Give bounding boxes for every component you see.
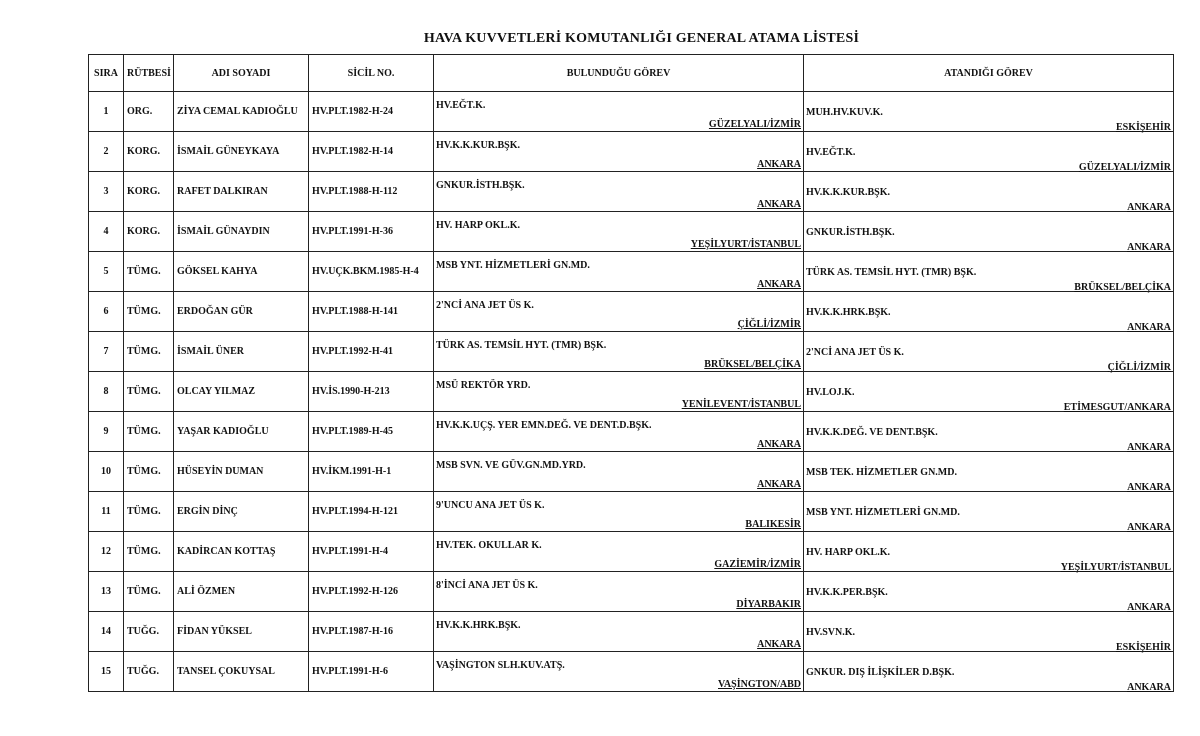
- assigned-duty-title: MSB TEK. HİZMETLER GN.MD.: [806, 467, 957, 478]
- current-duty-location: ANKARA: [757, 199, 801, 210]
- row-rank: KORG.: [124, 172, 174, 212]
- assigned-duty-title: HV.SVN.K.: [806, 627, 855, 638]
- row-name: ZİYA CEMAL KADIOĞLU: [174, 92, 309, 132]
- current-duty-location: ANKARA: [757, 279, 801, 290]
- row-name: HÜSEYİN DUMAN: [174, 452, 309, 492]
- assigned-duty-title: HV.EĞT.K.: [806, 147, 856, 158]
- row-name: ERDOĞAN GÜR: [174, 292, 309, 332]
- table-header: [89, 55, 1174, 92]
- assigned-duty-title: HV.LOJ.K.: [806, 387, 855, 398]
- row-current-duty: [434, 212, 804, 252]
- current-duty-location: ANKARA: [757, 159, 801, 170]
- header-current-duty: BULUNDUĞU GÖREV: [434, 55, 804, 92]
- row-rank: KORG.: [124, 132, 174, 172]
- current-duty-title: VAŞİNGTON SLH.KUV.ATŞ.: [436, 660, 565, 671]
- current-duty-title: HV.K.K.KUR.BŞK.: [436, 140, 520, 151]
- row-sira: 5: [89, 252, 124, 292]
- row-sicil: HV.UÇK.BKM.1985-H-4: [309, 252, 434, 292]
- row-assigned-duty: [804, 212, 1174, 252]
- row-name: KADİRCAN KOTTAŞ: [174, 532, 309, 572]
- assigned-duty-title: MSB YNT. HİZMETLERİ GN.MD.: [806, 507, 960, 518]
- assigned-duty-title: 2'NCİ ANA JET ÜS K.: [806, 347, 904, 358]
- row-current-duty: [434, 92, 804, 132]
- assigned-duty-location: GÜZELYALI/İZMİR: [1078, 162, 1171, 173]
- row-current-duty: [434, 132, 804, 172]
- row-name: TANSEL ÇOKUYSAL: [174, 652, 309, 692]
- row-rank: TÜMG.: [124, 492, 174, 532]
- row-assigned-duty: [804, 652, 1174, 692]
- table-row: [89, 492, 1174, 532]
- row-name: ERGİN DİNÇ: [174, 492, 309, 532]
- row-rank: TÜMG.: [124, 332, 174, 372]
- row-assigned-duty: [804, 372, 1174, 412]
- assigned-duty-title: TÜRK AS. TEMSİL HYT. (TMR) BŞK.: [806, 267, 977, 278]
- row-name: ALİ ÖZMEN: [174, 572, 309, 612]
- row-rank: TÜMG.: [124, 372, 174, 412]
- table-row: [89, 372, 1174, 412]
- row-current-duty: [434, 412, 804, 452]
- row-sicil: HV.İKM.1991-H-1: [309, 452, 434, 492]
- current-duty-title: MSÜ REKTÖR YRD.: [436, 380, 531, 391]
- header-row: [89, 55, 1174, 92]
- row-sicil: HV.PLT.1991-H-4: [309, 532, 434, 572]
- assigned-duty-location: ANKARA: [1127, 602, 1171, 613]
- current-duty-title: MSB YNT. HİZMETLERİ GN.MD.: [436, 260, 590, 271]
- row-rank: TÜMG.: [124, 252, 174, 292]
- current-duty-location: ÇİĞLİ/İZMİR: [737, 319, 801, 330]
- table-row: [89, 452, 1174, 492]
- current-duty-title: HV.K.K.UÇŞ. YER EMN.DEĞ. VE DENT.D.BŞK.: [436, 420, 652, 431]
- assigned-duty-location: ANKARA: [1127, 242, 1171, 253]
- table-row: [89, 292, 1174, 332]
- current-duty-location: BALIKESİR: [745, 519, 801, 530]
- row-current-duty: [434, 652, 804, 692]
- row-current-duty: [434, 532, 804, 572]
- current-duty-location: YENİLEVENT/İSTANBUL: [681, 399, 801, 410]
- row-name: İSMAİL ÜNER: [174, 332, 309, 372]
- row-assigned-duty: [804, 612, 1174, 652]
- row-rank: TUĞG.: [124, 652, 174, 692]
- current-duty-location: DİYARBAKIR: [736, 599, 801, 610]
- table-row: [89, 332, 1174, 372]
- row-sira: 13: [89, 572, 124, 612]
- row-sicil: HV.İS.1990-H-213: [309, 372, 434, 412]
- row-sira: 1: [89, 92, 124, 132]
- row-sira: 15: [89, 652, 124, 692]
- assigned-duty-title: GNKUR. DIŞ İLİŞKİLER D.BŞK.: [806, 667, 955, 678]
- assigned-duty-location: ÇİĞLİ/İZMİR: [1107, 362, 1171, 373]
- row-assigned-duty: [804, 572, 1174, 612]
- page-title: HAVA KUVVETLERİ KOMUTANLIĞI GENERAL ATAMA LİSTESİ: [423, 31, 860, 46]
- row-rank: KORG.: [124, 212, 174, 252]
- row-current-duty: [434, 332, 804, 372]
- row-current-duty: [434, 612, 804, 652]
- assigned-duty-location: ANKARA: [1127, 682, 1171, 693]
- row-sicil: HV.PLT.1992-H-41: [309, 332, 434, 372]
- row-name: GÖKSEL KAHYA: [174, 252, 309, 292]
- row-rank: TUĞG.: [124, 612, 174, 652]
- row-sira: 12: [89, 532, 124, 572]
- header-assigned-duty: ATANDIĞI GÖREV: [804, 55, 1174, 92]
- table-row: [89, 612, 1174, 652]
- row-assigned-duty: [804, 532, 1174, 572]
- row-sira: 4: [89, 212, 124, 252]
- assigned-duty-title: HV.K.K.DEĞ. VE DENT.BŞK.: [806, 427, 938, 438]
- assigned-duty-location: ANKARA: [1127, 322, 1171, 333]
- row-assigned-duty: [804, 172, 1174, 212]
- current-duty-location: BRÜKSEL/BELÇİKA: [704, 359, 801, 370]
- row-sira: 3: [89, 172, 124, 212]
- current-duty-location: YEŞİLYURT/İSTANBUL: [690, 239, 801, 250]
- row-assigned-duty: [804, 452, 1174, 492]
- row-current-duty: [434, 372, 804, 412]
- row-current-duty: [434, 492, 804, 532]
- assigned-duty-title: HV.K.K.PER.BŞK.: [806, 587, 888, 598]
- row-current-duty: [434, 252, 804, 292]
- table-row: [89, 572, 1174, 612]
- current-duty-title: 8'İNCİ ANA JET ÜS K.: [436, 580, 538, 591]
- row-sicil: HV.PLT.1991-H-36: [309, 212, 434, 252]
- assigned-duty-title: HV. HARP OKL.K.: [806, 547, 890, 558]
- row-sicil: HV.PLT.1992-H-126: [309, 572, 434, 612]
- table-row: [89, 532, 1174, 572]
- row-sira: 10: [89, 452, 124, 492]
- row-rank: TÜMG.: [124, 572, 174, 612]
- assigned-duty-location: ANKARA: [1127, 482, 1171, 493]
- header-sicil: SİCİL NO.: [309, 55, 434, 92]
- assigned-duty-location: BRÜKSEL/BELÇİKA: [1074, 282, 1171, 293]
- assigned-duty-title: GNKUR.İSTH.BŞK.: [806, 227, 895, 238]
- row-name: OLCAY YILMAZ: [174, 372, 309, 412]
- assigned-duty-location: ESKİŞEHİR: [1115, 642, 1171, 653]
- row-sicil: HV.PLT.1989-H-45: [309, 412, 434, 452]
- row-sicil: HV.PLT.1988-H-141: [309, 292, 434, 332]
- table-row: [89, 252, 1174, 292]
- row-sira: 7: [89, 332, 124, 372]
- row-assigned-duty: [804, 92, 1174, 132]
- row-rank: TÜMG.: [124, 292, 174, 332]
- assigned-duty-location: ANKARA: [1127, 522, 1171, 533]
- row-rank: TÜMG.: [124, 412, 174, 452]
- assigned-duty-location: YEŞİLYURT/İSTANBUL: [1060, 562, 1171, 573]
- current-duty-title: HV.TEK. OKULLAR K.: [436, 540, 542, 551]
- current-duty-title: TÜRK AS. TEMSİL HYT. (TMR) BŞK.: [436, 340, 607, 351]
- assigned-duty-title: HV.K.K.HRK.BŞK.: [806, 307, 891, 318]
- row-assigned-duty: [804, 412, 1174, 452]
- row-name: İSMAİL GÜNAYDIN: [174, 212, 309, 252]
- current-duty-location: ANKARA: [757, 439, 801, 450]
- row-current-duty: [434, 572, 804, 612]
- assignment-table: [88, 54, 1174, 692]
- table-row: [89, 132, 1174, 172]
- row-sicil: HV.PLT.1982-H-14: [309, 132, 434, 172]
- header-rutbe: RÜTBESİ: [124, 55, 174, 92]
- header-name: ADI SOYADI: [174, 55, 309, 92]
- row-sira: 9: [89, 412, 124, 452]
- row-sira: 11: [89, 492, 124, 532]
- current-duty-location: GÜZELYALI/İZMİR: [708, 119, 801, 130]
- current-duty-location: ANKARA: [757, 639, 801, 650]
- assigned-duty-location: ANKARA: [1127, 442, 1171, 453]
- row-name: İSMAİL GÜNEYKAYA: [174, 132, 309, 172]
- current-duty-title: GNKUR.İSTH.BŞK.: [436, 180, 525, 191]
- table-row: [89, 172, 1174, 212]
- row-sicil: HV.PLT.1988-H-112: [309, 172, 434, 212]
- current-duty-title: HV. HARP OKL.K.: [436, 220, 520, 231]
- row-sira: 8: [89, 372, 124, 412]
- assigned-duty-location: ANKARA: [1127, 202, 1171, 213]
- row-current-duty: [434, 172, 804, 212]
- row-sira: 14: [89, 612, 124, 652]
- current-duty-title: MSB SVN. VE GÜV.GN.MD.YRD.: [436, 460, 586, 471]
- row-assigned-duty: [804, 332, 1174, 372]
- row-sira: 2: [89, 132, 124, 172]
- header-sira: SIRA: [89, 55, 124, 92]
- assigned-duty-title: HV.K.K.KUR.BŞK.: [806, 187, 890, 198]
- assigned-duty-location: ETİMESGUT/ANKARA: [1063, 402, 1171, 413]
- row-current-duty: [434, 292, 804, 332]
- current-duty-title: HV.EĞT.K.: [436, 100, 486, 111]
- row-name: FİDAN YÜKSEL: [174, 612, 309, 652]
- row-name: RAFET DALKIRAN: [174, 172, 309, 212]
- table-body: [89, 92, 1174, 692]
- row-sicil: HV.PLT.1991-H-6: [309, 652, 434, 692]
- row-rank: TÜMG.: [124, 452, 174, 492]
- current-duty-location: VAŞİNGTON/ABD: [718, 679, 801, 690]
- row-sicil: HV.PLT.1994-H-121: [309, 492, 434, 532]
- table-row: [89, 412, 1174, 452]
- row-assigned-duty: [804, 492, 1174, 532]
- table-row: [89, 92, 1174, 132]
- row-assigned-duty: [804, 252, 1174, 292]
- row-assigned-duty: [804, 132, 1174, 172]
- current-duty-location: ANKARA: [757, 479, 801, 490]
- current-duty-title: 2'NCİ ANA JET ÜS K.: [436, 300, 534, 311]
- current-duty-location: GAZİEMİR/İZMİR: [714, 559, 801, 570]
- row-name: YAŞAR KADIOĞLU: [174, 412, 309, 452]
- row-sicil: HV.PLT.1987-H-16: [309, 612, 434, 652]
- assigned-duty-title: MUH.HV.KUV.K.: [806, 107, 883, 118]
- current-duty-title: 9'UNCU ANA JET ÜS K.: [436, 500, 545, 511]
- row-rank: ORG.: [124, 92, 174, 132]
- row-sicil: HV.PLT.1982-H-24: [309, 92, 434, 132]
- row-assigned-duty: [804, 292, 1174, 332]
- table-row: [89, 212, 1174, 252]
- table-row: [89, 652, 1174, 692]
- current-duty-title: HV.K.K.HRK.BŞK.: [436, 620, 521, 631]
- assigned-duty-location: ESKİŞEHİR: [1115, 122, 1171, 133]
- row-current-duty: [434, 452, 804, 492]
- row-sira: 6: [89, 292, 124, 332]
- row-rank: TÜMG.: [124, 532, 174, 572]
